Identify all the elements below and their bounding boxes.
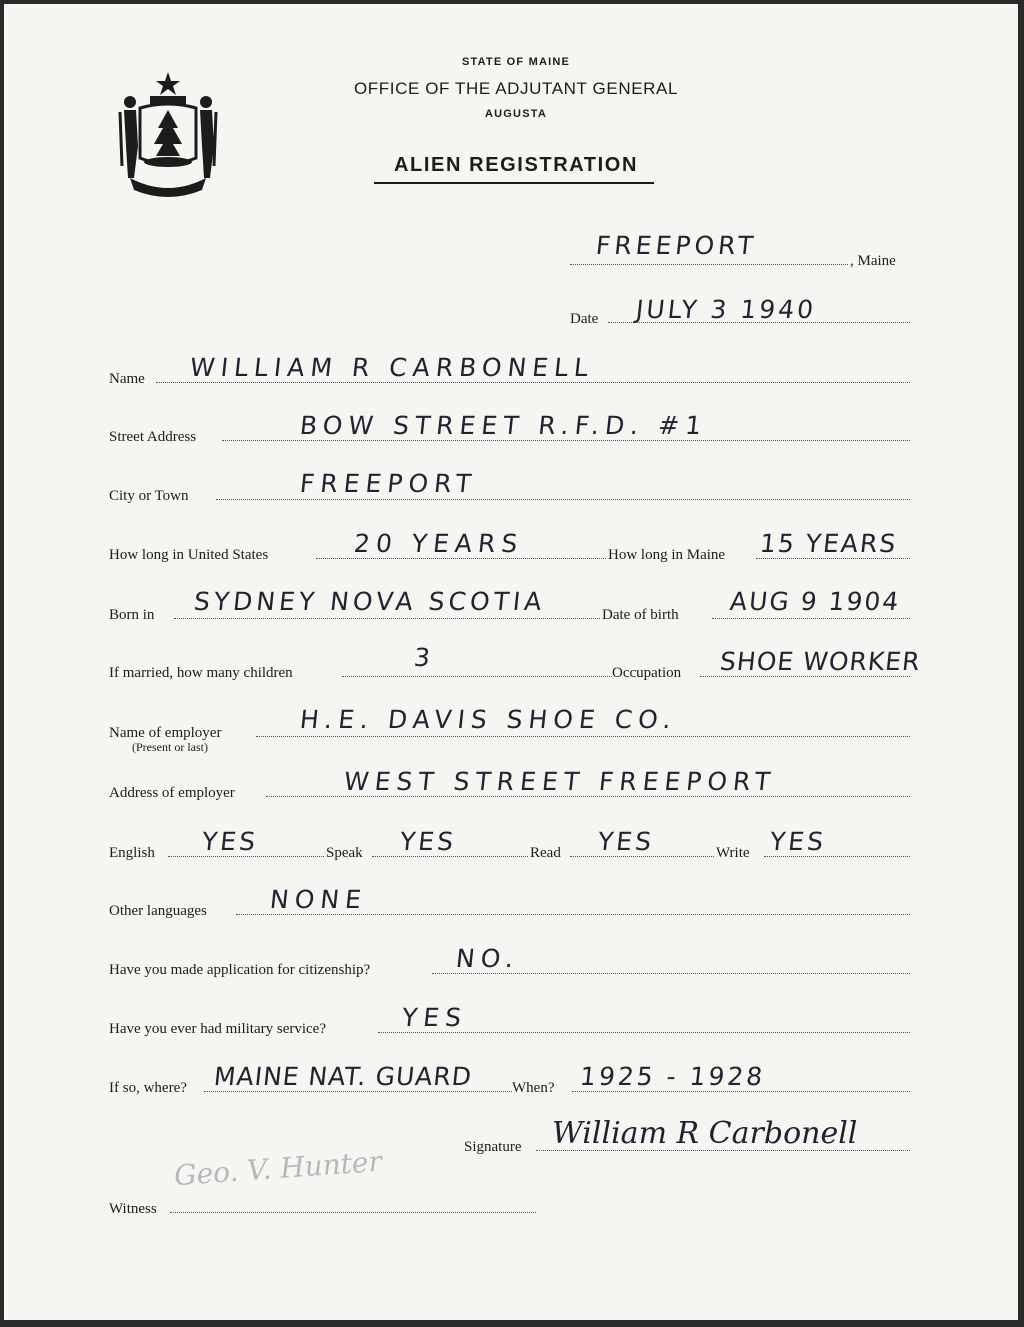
city-label: City or Town <box>109 488 189 504</box>
us-line <box>316 558 606 559</box>
speak-value: YES <box>398 827 458 856</box>
street-value: BOW STREET R.F.D. #1 <box>298 411 709 440</box>
witness-label: Witness <box>109 1201 157 1217</box>
children-value: 3 <box>412 643 432 672</box>
me-label: How long in Maine <box>608 547 726 563</box>
where-line <box>204 1091 512 1092</box>
citizenship-line <box>432 973 910 974</box>
english-value: YES <box>200 827 260 856</box>
date-value: JULY 3 1940 <box>634 295 818 324</box>
name-value: WILLIAM R CARBONELL <box>188 353 596 382</box>
signature-label: Signature <box>464 1139 522 1155</box>
city-heading: AUGUSTA <box>485 108 547 120</box>
dob-value: AUG 9 1904 <box>728 587 902 616</box>
citizenship-value: NO. <box>454 944 521 973</box>
employer-sub-label: (Present or last) <box>132 740 208 754</box>
maine-label: , Maine <box>850 253 896 269</box>
me-line <box>756 558 910 559</box>
born-value: SYDNEY NOVA SCOTIA <box>192 587 547 616</box>
occupation-label: Occupation <box>612 665 682 681</box>
us-label: How long in United States <box>109 547 269 563</box>
other-lang-value: NONE <box>268 885 369 914</box>
name-line <box>156 382 910 383</box>
employer-addr-line <box>266 796 910 797</box>
where-value: MAINE NAT. GUARD <box>212 1062 474 1091</box>
write-label: Write <box>716 845 750 861</box>
when-value: 1925 - 1928 <box>578 1062 767 1091</box>
title-underline <box>374 182 654 184</box>
employer-value: H.E. DAVIS SHOE CO. <box>298 705 679 734</box>
military-line <box>378 1032 910 1033</box>
registration-form <box>4 4 1018 1320</box>
write-value: YES <box>768 827 828 856</box>
english-label: English <box>109 845 155 861</box>
witness-signature: Geo. V. Hunter <box>173 1144 383 1193</box>
citizenship-label: Have you made application for citizenship? <box>109 962 371 978</box>
form-title: ALIEN REGISTRATION <box>394 154 638 176</box>
other-lang-label: Other languages <box>109 903 207 919</box>
office-heading: OFFICE OF THE ADJUTANT GENERAL <box>353 79 679 98</box>
occupation-value: SHOE WORKER <box>718 647 922 676</box>
signature-value: William R Carbonell <box>552 1116 858 1151</box>
military-value: YES <box>400 1003 469 1032</box>
state-heading: STATE OF MAINE <box>461 56 571 68</box>
dob-line <box>712 618 910 619</box>
employer-label: Name of employer <box>109 725 222 741</box>
street-line <box>222 440 910 441</box>
other-lang-line <box>236 914 910 915</box>
when-line <box>572 1091 910 1092</box>
date-label: Date <box>570 311 599 327</box>
name-label: Name <box>109 371 145 387</box>
employer-addr-label: Address of employer <box>109 785 235 801</box>
street-label: Street Address <box>109 429 197 445</box>
town-line <box>570 264 848 265</box>
born-label: Born in <box>109 607 155 623</box>
occupation-line <box>700 676 910 677</box>
military-label: Have you ever had military service? <box>109 1021 326 1037</box>
speak-label: Speak <box>326 845 363 861</box>
where-label: If so, where? <box>109 1080 187 1096</box>
dob-label: Date of birth <box>602 607 679 623</box>
read-label: Read <box>530 845 561 861</box>
born-line <box>174 618 600 619</box>
us-value: 20 YEARS <box>352 529 525 558</box>
city-line <box>216 499 910 500</box>
children-label: If married, how many children <box>109 665 293 681</box>
write-line <box>764 856 910 857</box>
town-value: FREEPORT <box>594 231 759 260</box>
employer-addr-value: WEST STREET FREEPORT <box>342 767 778 796</box>
read-line <box>570 856 714 857</box>
english-line <box>168 856 324 857</box>
witness-line <box>170 1212 536 1213</box>
read-value: YES <box>596 827 656 856</box>
city-value: FREEPORT <box>298 469 479 498</box>
me-value: 15 YEARS <box>758 529 899 558</box>
when-label: When? <box>512 1080 555 1096</box>
children-line <box>342 676 612 677</box>
speak-line <box>372 856 528 857</box>
employer-line <box>256 736 910 737</box>
